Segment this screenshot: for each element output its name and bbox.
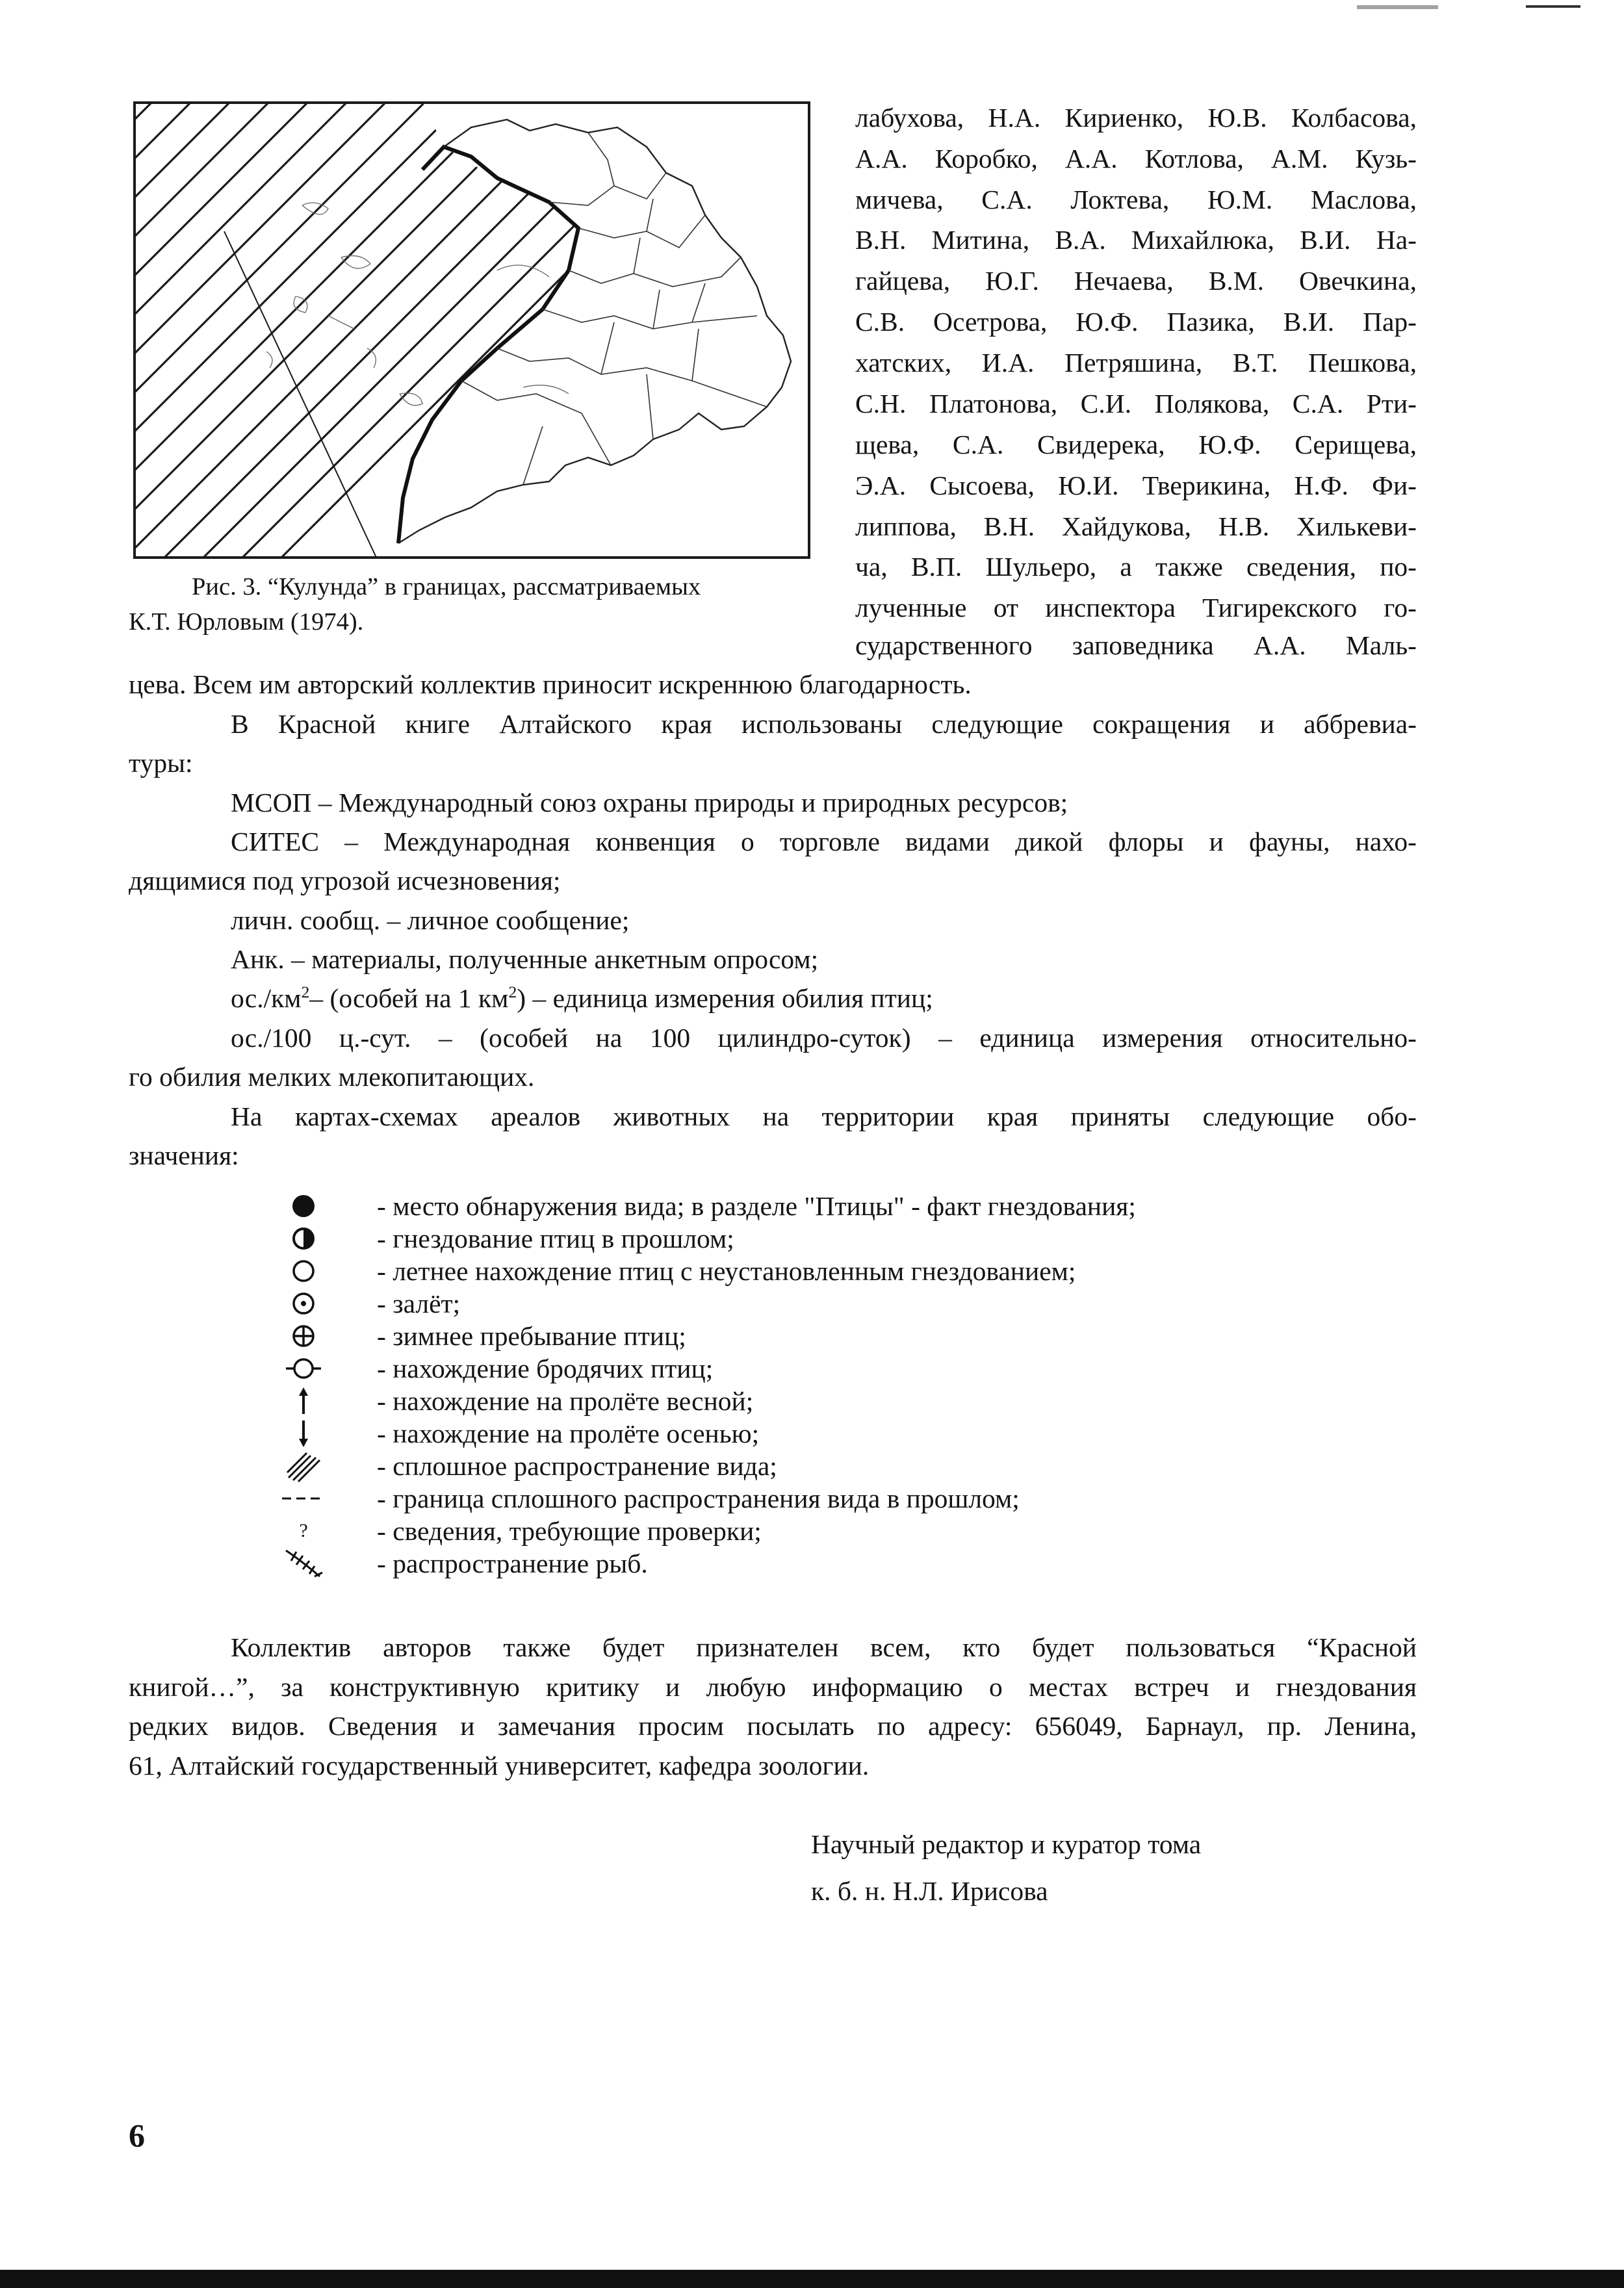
half-filled-circle-icon <box>282 1222 325 1255</box>
right-column-line: лученные от инспектора Тигирекского го- <box>855 593 1417 623</box>
abbrev-personal: личн. сообщ. – личное сообщение; <box>231 905 630 935</box>
arrow-up-icon <box>282 1384 325 1418</box>
editor-name: к. б. н. Н.Л. Ирисова <box>811 1876 1048 1906</box>
right-column-line: щева, С.А. Свидерека, Ю.Ф. Серищева, <box>855 430 1417 459</box>
abbrev-intro-line-2: туры: <box>129 748 193 778</box>
abbrev-cites-line-2: дящимися под угрозой исчезновения; <box>129 866 561 895</box>
closing-line: Коллектив авторов также будет признателен всем, кто будет пользоваться “Красной <box>231 1632 1417 1662</box>
right-column-line: С.Н. Платонова, С.И. Полякова, С.А. Рти- <box>855 389 1417 418</box>
legend-text: - зимнее пребывание птиц; <box>377 1321 686 1351</box>
right-column-line: липпова, В.Н. Хайдукова, Н.В. Хилькеви- <box>855 511 1417 541</box>
map-intro-line-2: значения: <box>129 1140 239 1170</box>
scan-artifact-smear <box>1357 5 1438 9</box>
legend-text: - сплошное распространение вида; <box>377 1451 777 1481</box>
legend-text: - нахождение на пролёте весной; <box>377 1386 754 1416</box>
figure-caption-line-2: К.Т. Юрловым (1974). <box>129 608 364 636</box>
acknowledgment-end: цева. Всем им авторский коллектив приносит искреннюю благодарность. <box>129 669 972 699</box>
abbrev-intro-line-1: В Красной книге Алтайского края использованы следующие сокращения и аббревиа- <box>231 709 1417 739</box>
legend-text: - место обнаружения вида; в разделе "Птицы" - факт гнездования; <box>377 1191 1136 1221</box>
closing-line: 61, Алтайский государственный университет, кафедра зоологии. <box>129 1751 870 1780</box>
fish-spread-icon <box>282 1547 325 1580</box>
legend-text: - сведения, требующие проверки; <box>377 1516 762 1546</box>
legend-text: - залёт; <box>377 1289 461 1318</box>
abbrev-mscop: МСОП – Международный союз охраны природы и природных ресурсов; <box>231 788 1068 817</box>
right-column-line: А.А. Коробко, А.А. Котлова, А.М. Кузь- <box>855 144 1417 174</box>
right-column-line: Э.А. Сысоева, Ю.И. Тверикина, Н.Ф. Фи- <box>855 470 1417 500</box>
arrow-down-icon <box>282 1417 325 1450</box>
right-column-line: ча, В.П. Шульеро, а также сведения, по- <box>855 552 1417 582</box>
dotted-circle-icon <box>282 1287 325 1320</box>
abbrev-cites-line-1: СИТЕС – Международная конвенция о торговле видами дикой флоры и фауны, нахо- <box>231 827 1417 856</box>
right-column-line: лабухова, Н.А. Кириенко, Ю.В. Колбасова, <box>855 103 1417 133</box>
abbrev-per-km2: $ос./км^2-$ (особей на 1 $км^2$) – единица измерения обилия птиц; <box>231 983 933 1013</box>
right-column-line: гайцева, Ю.Г. Нечаева, В.М. Овечкина, <box>855 266 1417 296</box>
page-number: 6 <box>129 2117 145 2153</box>
abbrev-cylinder-line-1: ос./100 ц.-сут. – (особей на 100 цилиндро-суток) – единица измерения относительно- <box>231 1023 1417 1053</box>
filled-circle-icon <box>282 1189 325 1223</box>
right-column-line: С.В. Осетрова, Ю.Ф. Пазика, В.И. Пар- <box>855 307 1417 337</box>
kulunda-map-figure <box>133 101 810 559</box>
right-column-line: сударственного заповедника А.А. Маль- <box>855 630 1417 660</box>
legend-text: - распространение рыб. <box>377 1549 648 1578</box>
scan-artifact-line <box>1526 5 1580 8</box>
legend-text: - нахождение на пролёте осенью; <box>377 1419 760 1448</box>
hatch-icon <box>282 1449 325 1483</box>
legend-text: - нахождение бродячих птиц; <box>377 1354 714 1383</box>
question-mark-icon: ? <box>299 1520 308 1541</box>
closing-line: книгой…”, за конструктивную критику и любую информацию о местах встреч и гнездования <box>129 1672 1417 1702</box>
figure-caption-line-1: Рис. 3. “Кулунда” в границах, рассматриваемых <box>192 573 701 600</box>
legend-text: - граница сплошного распространения вида в прошлом; <box>377 1484 1020 1513</box>
editor-title: Научный редактор и куратор тома <box>811 1829 1202 1859</box>
circle-line-icon <box>282 1352 325 1385</box>
legend-text: - летнее нахождение птиц с неустановленным гнездованием; <box>377 1256 1076 1286</box>
right-column-line: хатских, И.А. Петряшина, В.Т. Пешкова, <box>855 348 1417 378</box>
abbrev-cylinder-line-2: го обилия мелких млекопитающих. <box>129 1062 535 1092</box>
editor-signature <box>811 1825 1201 1910</box>
closing-line: редких видов. Сведения и замечания просим посылать по адресу: 656049, Барнаул, пр. Ленина, <box>129 1711 1417 1741</box>
abbrev-ank: Анк. – материалы, полученные анкетным опросом; <box>231 944 819 974</box>
scan-bottom-edge <box>0 2270 1624 2288</box>
map-intro-line-1: На картах-схемах ареалов животных на территории края приняты следующие обо- <box>231 1101 1417 1131</box>
right-column-line: В.Н. Митина, В.А. Михайлюка, В.И. На- <box>855 225 1417 255</box>
empty-circle-icon <box>282 1254 325 1288</box>
circle-plus-icon <box>282 1319 325 1353</box>
right-column-line: мичева, С.А. Локтева, Ю.М. Маслова, <box>855 185 1417 214</box>
legend-text: - гнездование птиц в прошлом; <box>377 1224 734 1253</box>
dashed-line-icon <box>282 1482 325 1515</box>
